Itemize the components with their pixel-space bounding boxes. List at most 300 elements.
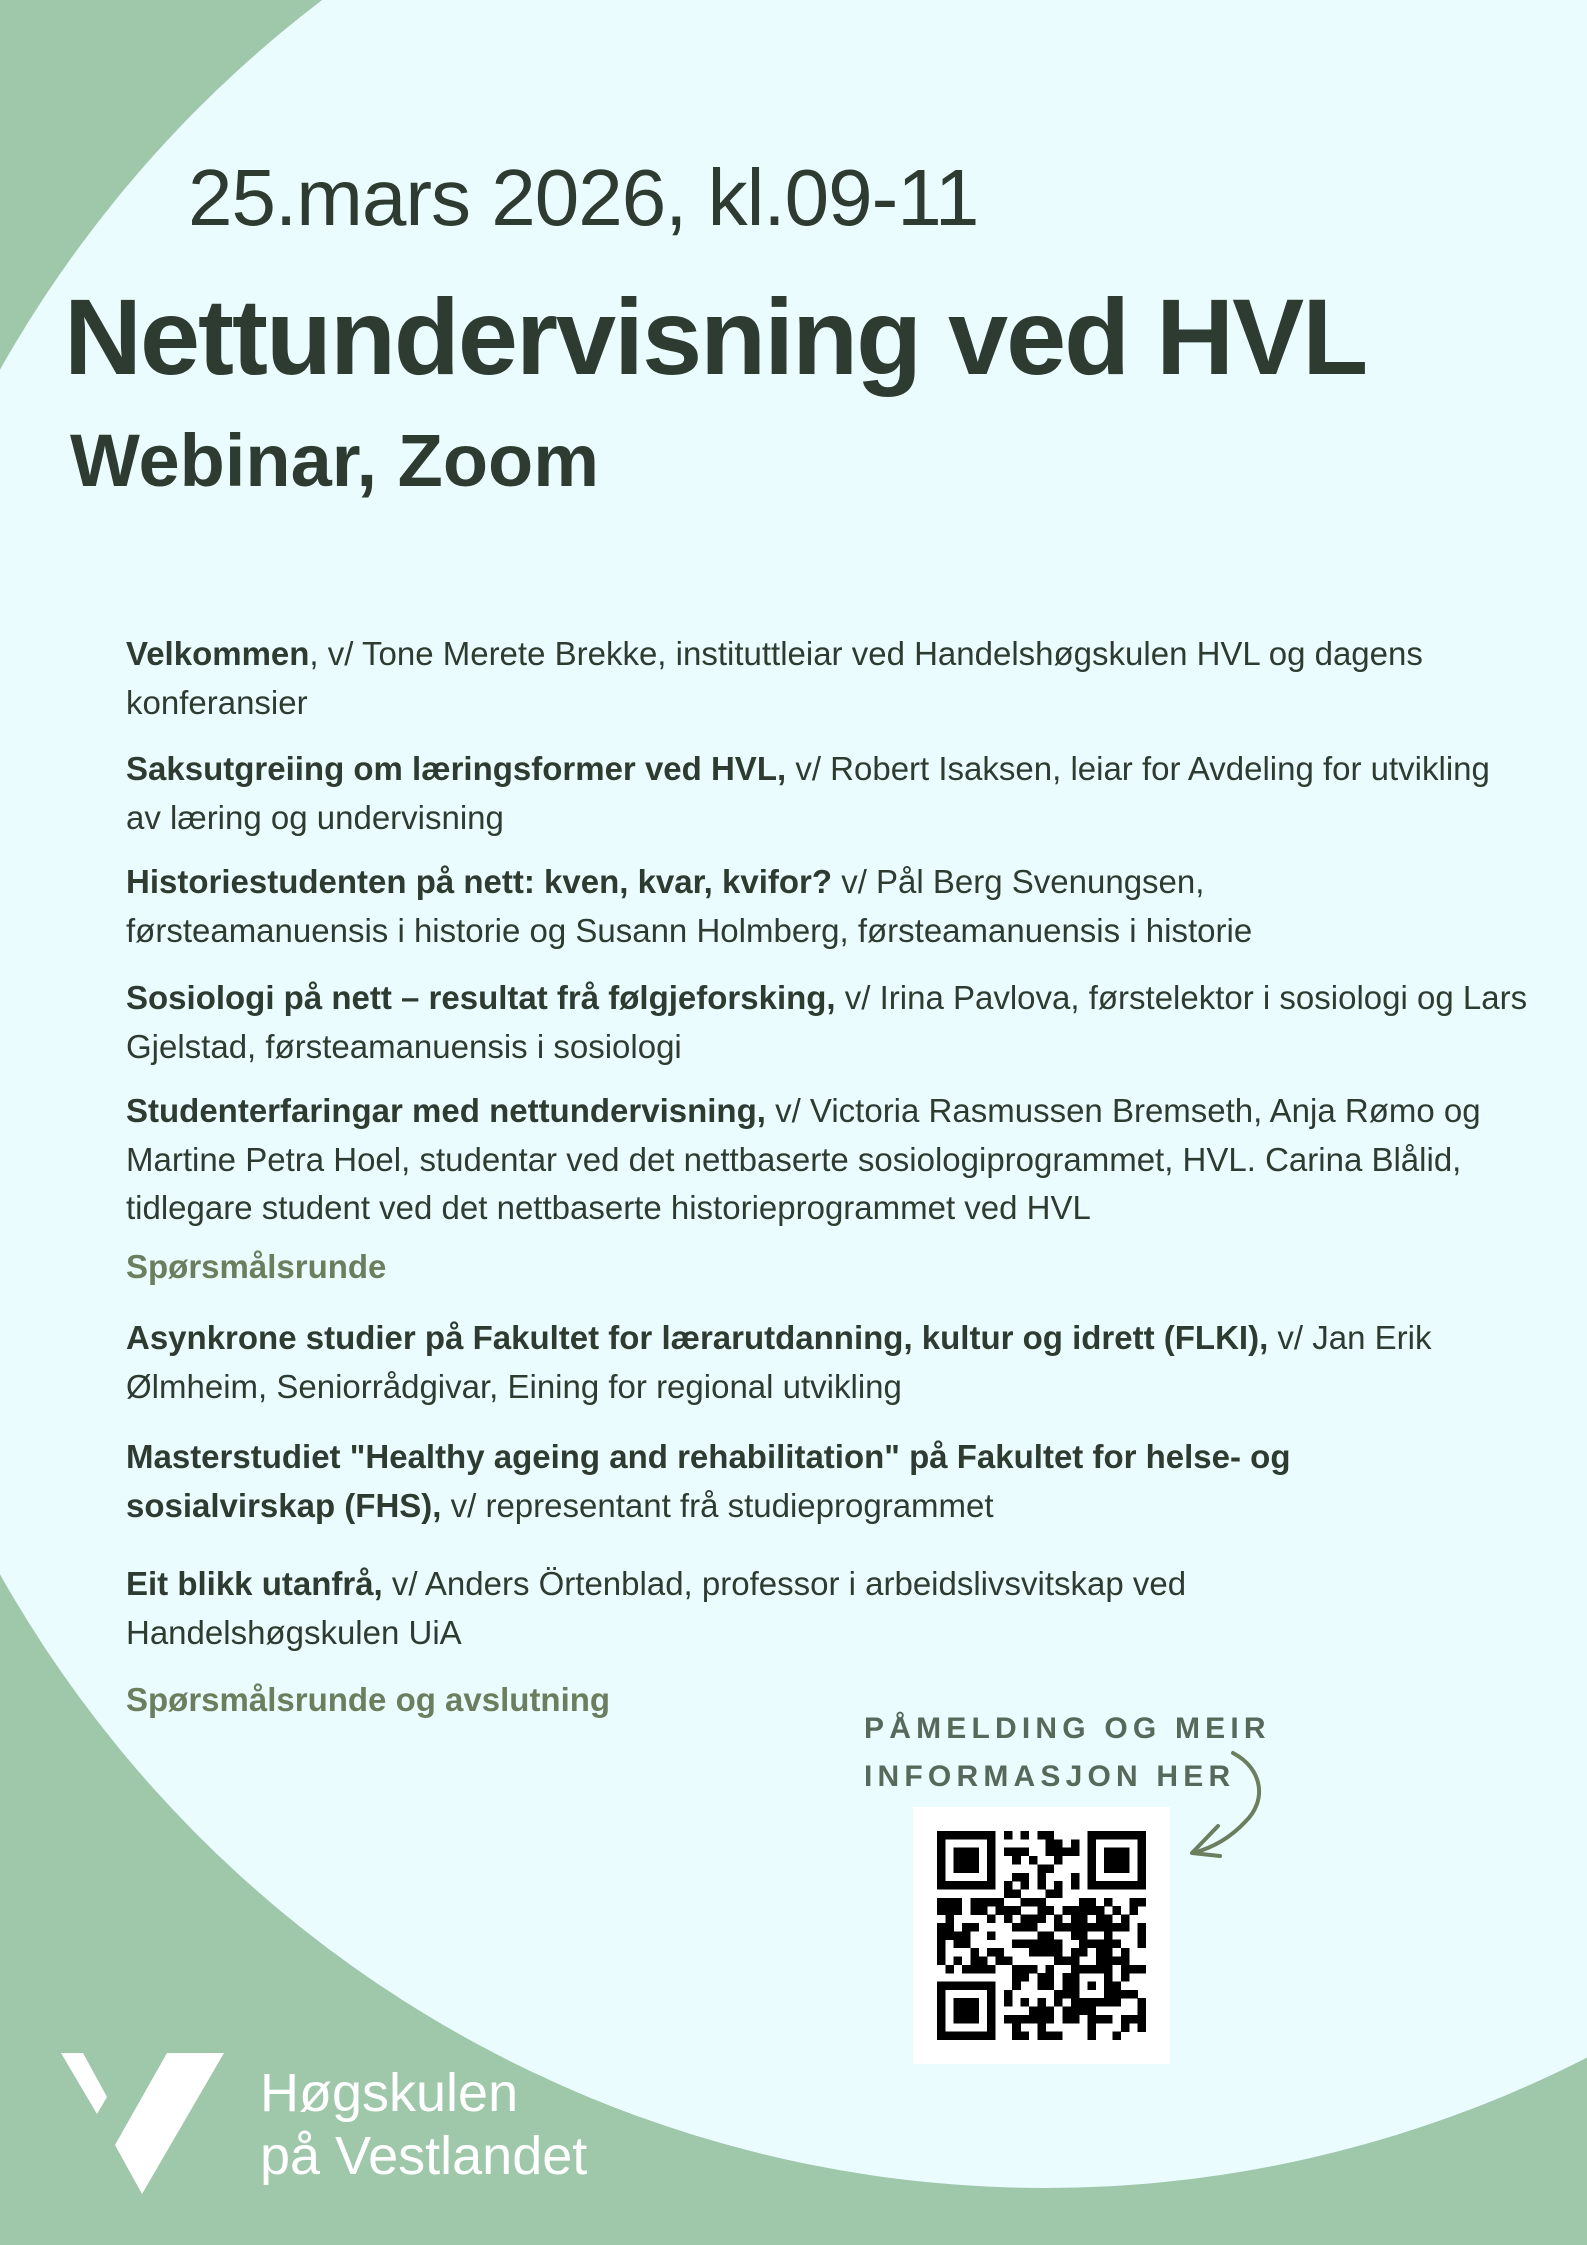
qr-module (1054, 1839, 1063, 1848)
qr-module (962, 1940, 971, 1949)
qr-module (1129, 1881, 1138, 1890)
qr-module (954, 1864, 963, 1873)
qr-module (970, 2015, 979, 2024)
qr-module (1113, 1940, 1122, 1949)
qr-module (1138, 1831, 1146, 1840)
qr-module (954, 1848, 963, 1857)
qr-module (979, 1831, 988, 1840)
agenda-item-speaker: v/ Jan Erik Ølmheim, Seniorrådgivar, Eining for regional utvikling (126, 1319, 1432, 1405)
qr-module (937, 1839, 946, 1848)
qr-module (970, 1906, 979, 1915)
qr-module (954, 1856, 963, 1865)
qr-module (970, 1848, 979, 1857)
qr-module (1129, 2015, 1138, 2024)
qr-module (970, 1881, 979, 1890)
qr-module (1012, 2023, 1021, 2032)
qr-module (1087, 1856, 1096, 1865)
qr-module (1096, 1940, 1105, 1949)
qr-module (1004, 1831, 1013, 1840)
qr-module (979, 1881, 988, 1890)
qr-module (1096, 1915, 1105, 1924)
qr-module (996, 1956, 1005, 1965)
qr-module (1062, 2007, 1071, 2016)
qr-module (970, 1981, 979, 1990)
qr-module (1029, 1898, 1038, 1907)
agenda-item-speaker: v/ Victoria Rasmussen Bremseth, Anja Rømo og Martine Petra Hoel, studentar ved det nettbaserte sosiologiprogrammet, HVL. Carina Blålid, tidlegare student ved det nettbaserte historieprogrammet ved HVL (126, 1092, 1481, 1226)
qr-module (1113, 1981, 1122, 1990)
qr-module (945, 1965, 954, 1974)
qr-module (1138, 1848, 1146, 1857)
qr-module (1079, 2007, 1088, 2016)
agenda-item-title: Eit blikk utanfrå, (126, 1565, 383, 1602)
qr-module (987, 1990, 996, 1999)
qr-module (1062, 1973, 1071, 1982)
qr-module (1121, 1881, 1130, 1890)
qr-module (937, 1998, 946, 2007)
qr-module (1012, 1965, 1021, 1974)
qr-module (1012, 1848, 1021, 1857)
qr-module (1138, 2015, 1146, 2024)
qr-module (1096, 1956, 1105, 1965)
qr-module (1104, 1898, 1113, 1907)
qr-module (937, 1831, 946, 1840)
qr-module (1104, 1998, 1113, 2007)
qr-module (979, 1956, 988, 1965)
qr-module (945, 1831, 954, 1840)
qr-module (1138, 2007, 1146, 2016)
qr-module (945, 1931, 954, 1940)
qr-module (1087, 1998, 1096, 2007)
qr-module (970, 1864, 979, 1873)
qr-module (1121, 1973, 1130, 1982)
qr-module (1021, 2032, 1030, 2040)
qr-module (987, 1931, 996, 1940)
qr-module (1121, 1848, 1130, 1857)
qr-module (937, 1906, 946, 1915)
qr-module (1054, 1890, 1063, 1899)
qr-module (1012, 1940, 1021, 1949)
qr-module (1129, 1965, 1138, 1974)
agenda-item-speaker: v/ Pål Berg Svenungsen, førsteamanuensis i historie og Susann Holmberg, førsteamanuensis i historie (126, 863, 1253, 949)
qr-module (1071, 1948, 1080, 1957)
qr-module (1087, 2032, 1096, 2040)
qr-module (1096, 1923, 1105, 1932)
qr-module (1037, 1831, 1046, 1840)
qr-module (1062, 2015, 1071, 2024)
qr-module (1062, 1923, 1071, 1932)
qr-module (1104, 2015, 1113, 2024)
qr-module (1138, 1898, 1146, 1907)
qr-module (1054, 1923, 1063, 1932)
qr-module (1046, 1973, 1055, 1982)
qr-module (979, 1981, 988, 1990)
qr-module (1037, 1881, 1046, 1890)
qr-module (937, 1956, 946, 1965)
event-date-time: 25.mars 2026, kl.09-11 (188, 153, 979, 242)
qr-module (1104, 1923, 1113, 1932)
qr-module (1062, 1906, 1071, 1915)
qr-module (1021, 1965, 1030, 1974)
qr-module (1054, 2032, 1063, 2040)
qr-module (1096, 2015, 1105, 2024)
agenda-item (126, 1560, 1366, 1657)
qr-module (1079, 1965, 1088, 1974)
logo-wordmark: Høgskulen på Vestlandet (260, 2063, 588, 2186)
qr-module (1046, 1839, 1055, 1848)
qr-module (979, 2032, 988, 2040)
qr-module (954, 1881, 963, 1890)
qr-module (945, 2032, 954, 2040)
qr-module (1087, 1848, 1096, 1857)
qr-module (979, 1906, 988, 1915)
qr-module (962, 1881, 971, 1890)
qr-module (1087, 1981, 1096, 1990)
qr-module (937, 1931, 946, 1940)
qr-module (1087, 1831, 1096, 1840)
agenda-item (126, 745, 1496, 842)
qr-module (937, 2015, 946, 2024)
qr-module (937, 1990, 946, 1999)
registration-cta: PÅMELDING OG MEIR INFORMASJON HER (864, 1712, 1271, 1793)
qr-module (1138, 1864, 1146, 1873)
qr-module (1104, 1915, 1113, 1924)
qr-module (1037, 1931, 1046, 1940)
qr-module (970, 2032, 979, 2040)
agenda-break: Spørsmålsrunde (126, 1248, 387, 1285)
qr-module (1029, 2015, 1038, 2024)
qr-module (1029, 1965, 1038, 1974)
qr-module (1054, 1881, 1063, 1890)
qr-module (1121, 2015, 1130, 2024)
qr-code[interactable] (913, 1807, 1170, 2064)
qr-module (1096, 1998, 1105, 2007)
agenda-item-speaker: , v/ Tone Merete Brekke, instituttleiar ved Handelshøgskulen HVL og dagens konferansier (126, 635, 1423, 721)
qr-module (1104, 1965, 1113, 1974)
agenda-item-title: Sosiologi på nett – resultat frå følgjeforsking, (126, 979, 836, 1016)
qr-module (1021, 1831, 1030, 1840)
qr-module (970, 1965, 979, 1974)
qr-module (1004, 1890, 1013, 1899)
qr-module (1054, 1915, 1063, 1924)
qr-module (1121, 1923, 1130, 1932)
qr-module (1071, 1839, 1080, 1848)
qr-module (1138, 1873, 1146, 1882)
qr-module (954, 2007, 963, 2016)
qr-module (987, 1831, 996, 1840)
qr-module (937, 2007, 946, 2016)
qr-module (996, 1898, 1005, 1907)
qr-module (1129, 1990, 1138, 1999)
qr-module (1012, 1890, 1021, 1899)
qr-module (1138, 2023, 1146, 2032)
qr-module (1037, 1898, 1046, 1907)
qr-module (1129, 1906, 1138, 1915)
qr-module (970, 1956, 979, 1965)
qr-module (937, 1923, 946, 1932)
qr-module (1046, 2007, 1055, 2016)
qr-module (1087, 1898, 1096, 1907)
qr-module (970, 1998, 979, 2007)
qr-module (1113, 1990, 1122, 1999)
agenda-item (126, 1314, 1516, 1411)
qr-module (1129, 1898, 1138, 1907)
qr-module (962, 2015, 971, 2024)
qr-module (987, 1839, 996, 1848)
agenda-item-speaker: v/ Robert Isaksen, leiar for Avdeling for utvikling av læring og undervisning (126, 750, 1490, 836)
qr-module (1037, 1973, 1046, 1982)
qr-module (1062, 1990, 1071, 1999)
qr-module (1104, 1856, 1113, 1865)
agenda-item-title: Velkommen (126, 635, 310, 672)
qr-module (987, 1998, 996, 2007)
qr-module (1062, 1956, 1071, 1965)
qr-module (1071, 1973, 1080, 1982)
hvl-v-logo-icon (55, 2045, 235, 2205)
qr-module (945, 1915, 954, 1924)
qr-module (1021, 1923, 1030, 1932)
agenda-item-speaker: v/ Anders Örtenblad, professor i arbeidslivsvitskap ved Handelshøgskulen UiA (126, 1565, 1187, 1651)
qr-module (1079, 1931, 1088, 1940)
qr-module (1113, 1923, 1122, 1932)
qr-module (1104, 1931, 1113, 1940)
qr-module (987, 1848, 996, 1857)
qr-module (945, 1923, 954, 1932)
qr-module (1079, 1940, 1088, 1949)
qr-module (1021, 1898, 1030, 1907)
qr-module (1046, 1864, 1055, 1873)
qr-module (1021, 1940, 1030, 1949)
qr-module (987, 1864, 996, 1873)
qr-module (987, 2032, 996, 2040)
qr-module (1046, 1931, 1055, 1940)
qr-module (1113, 1998, 1122, 2007)
qr-module (1004, 2015, 1013, 2024)
qr-module (1104, 1948, 1113, 1957)
qr-module (1071, 1931, 1080, 1940)
qr-module (1104, 1831, 1113, 1840)
qr-module (1087, 2015, 1096, 2024)
qr-module (937, 1856, 946, 1865)
qr-module (962, 2032, 971, 2040)
qr-module (1021, 1973, 1030, 1982)
qr-module (1012, 2032, 1021, 2040)
qr-module (1037, 1873, 1046, 1882)
curved-arrow-icon (1170, 1740, 1280, 1870)
qr-module (1029, 1915, 1038, 1924)
qr-module (954, 1940, 963, 1949)
qr-module (1021, 1873, 1030, 1882)
qr-module (1071, 2015, 1080, 2024)
event-format: Webinar, Zoom (70, 419, 600, 502)
qr-module (1046, 1848, 1055, 1857)
qr-module (962, 2007, 971, 2016)
qr-module (1071, 1923, 1080, 1932)
qr-module (1012, 2015, 1021, 2024)
page-title: Nettundervisning ved HVL (64, 276, 1367, 397)
qr-module (1104, 1990, 1113, 1999)
qr-module (1138, 1931, 1146, 1940)
qr-module (1021, 1998, 1030, 2007)
qr-module (1087, 1839, 1096, 1848)
qr-module (1037, 1915, 1046, 1924)
qr-module (996, 1948, 1005, 1957)
qr-module (1037, 2015, 1046, 2024)
qr-module (1079, 1898, 1088, 1907)
qr-module (1138, 1839, 1146, 1848)
agenda-item-title: Studenterfaringar med nettundervisning, (126, 1092, 766, 1129)
qr-module (1029, 1948, 1038, 1957)
qr-module (962, 1965, 971, 1974)
qr-module (937, 2032, 946, 2040)
qr-module (1046, 2032, 1055, 2040)
qr-module (987, 2007, 996, 2016)
qr-module (1046, 1890, 1055, 1899)
qr-module (1071, 1956, 1080, 1965)
qr-module (1029, 1940, 1038, 1949)
qr-module (1054, 1998, 1063, 2007)
qr-module (1113, 2032, 1122, 2040)
qr-module (979, 1965, 988, 1974)
qr-module (1071, 2007, 1080, 2016)
qr-module (1121, 1864, 1130, 1873)
qr-module (987, 1981, 996, 1990)
qr-module (1138, 1881, 1146, 1890)
qr-module (970, 1831, 979, 1840)
qr-module (1071, 1990, 1080, 1999)
qr-module (1071, 1848, 1080, 1857)
qr-module (1046, 1940, 1055, 1949)
qr-module (1062, 1981, 1071, 1990)
qr-module (1138, 1856, 1146, 1865)
qr-module (962, 1931, 971, 1940)
qr-module (954, 1898, 963, 1907)
qr-module (1046, 1948, 1055, 1957)
qr-module (1113, 1831, 1122, 1840)
qr-module (1071, 1965, 1080, 1974)
qr-module (1037, 1940, 1046, 1949)
qr-module (1138, 1998, 1146, 2007)
qr-module (1079, 1906, 1088, 1915)
qr-module (1071, 1873, 1080, 1882)
agenda-item-title: Saksutgreiing om læringsformer ved HVL, (126, 750, 787, 787)
agenda-item-speaker: v/ representant frå studieprogrammet (441, 1486, 994, 1524)
qr-module (1096, 1831, 1105, 1840)
qr-module (1012, 1873, 1021, 1882)
qr-module (1096, 1948, 1105, 1957)
qr-module (1004, 1906, 1013, 1915)
qr-module (1046, 1831, 1055, 1840)
qr-module (1121, 1831, 1130, 1840)
qr-module (1129, 1831, 1138, 1840)
qr-module (1037, 1998, 1046, 2007)
qr-module (1037, 1981, 1046, 1990)
qr-module (1104, 1940, 1113, 1949)
qr-module (1104, 1864, 1113, 1873)
qr-module (1012, 1906, 1021, 1915)
qr-module (954, 1956, 963, 1965)
qr-module (1087, 1940, 1096, 1949)
qr-module (1071, 1998, 1080, 2007)
qr-module (1121, 2023, 1130, 2032)
qr-module (1046, 1965, 1055, 1974)
qr-module (954, 1981, 963, 1990)
qr-module (962, 1981, 971, 1990)
qr-module (1079, 1948, 1088, 1957)
qr-module (987, 2023, 996, 2032)
qr-module (1037, 1948, 1046, 1957)
qr-module (1121, 1990, 1130, 1999)
qr-module (1004, 1998, 1013, 2007)
qr-module (1087, 1906, 1096, 1915)
qr-module (1037, 1906, 1046, 1915)
qr-module (1004, 1915, 1013, 1924)
qr-module (1037, 2007, 1046, 2016)
qr-module (1113, 1956, 1122, 1965)
qr-module (1029, 1856, 1038, 1865)
qr-module (1021, 1915, 1030, 1924)
agenda-item (126, 1433, 1466, 1530)
qr-module (1087, 1923, 1096, 1932)
qr-module (1079, 1998, 1088, 2007)
qr-module (937, 1881, 946, 1890)
qr-module (1087, 1873, 1096, 1882)
qr-module (1113, 1848, 1122, 1857)
qr-module (1054, 1948, 1063, 1957)
qr-module (1037, 1864, 1046, 1873)
qr-module (1096, 1965, 1105, 1974)
qr-module (1104, 1881, 1113, 1890)
qr-module (1113, 1906, 1122, 1915)
qr-module (937, 1898, 946, 1907)
qr-module (945, 1898, 954, 1907)
qr-module (1121, 1856, 1130, 1865)
qr-module (1029, 1923, 1038, 1932)
qr-module (1004, 1956, 1013, 1965)
agenda-item-title: Asynkrone studier på Fakultet for lærarutdanning, kultur og idrett (FLKI), (126, 1319, 1269, 1356)
qr-module (970, 1923, 979, 1932)
qr-module (1096, 1881, 1105, 1890)
qr-module (1087, 1864, 1096, 1873)
qr-module (1096, 1906, 1105, 1915)
qr-module (1087, 2007, 1096, 2016)
qr-module (1087, 1965, 1096, 1974)
qr-module (954, 2015, 963, 2024)
qr-module (962, 1856, 971, 1865)
qr-module (1121, 1965, 1130, 1974)
qr-module (1087, 1881, 1096, 1890)
qr-module (1046, 2015, 1055, 2024)
qr-module (1021, 2015, 1030, 2024)
qr-module (962, 1864, 971, 1873)
qr-module (987, 1873, 996, 1882)
qr-module (1071, 1906, 1080, 1915)
qr-module (970, 1898, 979, 1907)
qr-module (1012, 1973, 1021, 1982)
qr-module (937, 2023, 946, 2032)
qr-module (1071, 1881, 1080, 1890)
qr-module (987, 1856, 996, 1865)
qr-module (1121, 1948, 1130, 1957)
qr-module (1021, 1881, 1030, 1890)
qr-module (1087, 2023, 1096, 2032)
qr-module (1054, 1848, 1063, 1857)
agenda-item (126, 858, 1346, 955)
qr-module (1054, 1956, 1063, 1965)
agenda-item-title: Masterstudiet "Healthy ageing and rehabilitation" på Fakultet for helse- og sosialvirskap (FHS), (126, 1438, 1291, 1524)
qr-module (1071, 1981, 1080, 1990)
qr-module (937, 1848, 946, 1857)
qr-module (1004, 1881, 1013, 1890)
